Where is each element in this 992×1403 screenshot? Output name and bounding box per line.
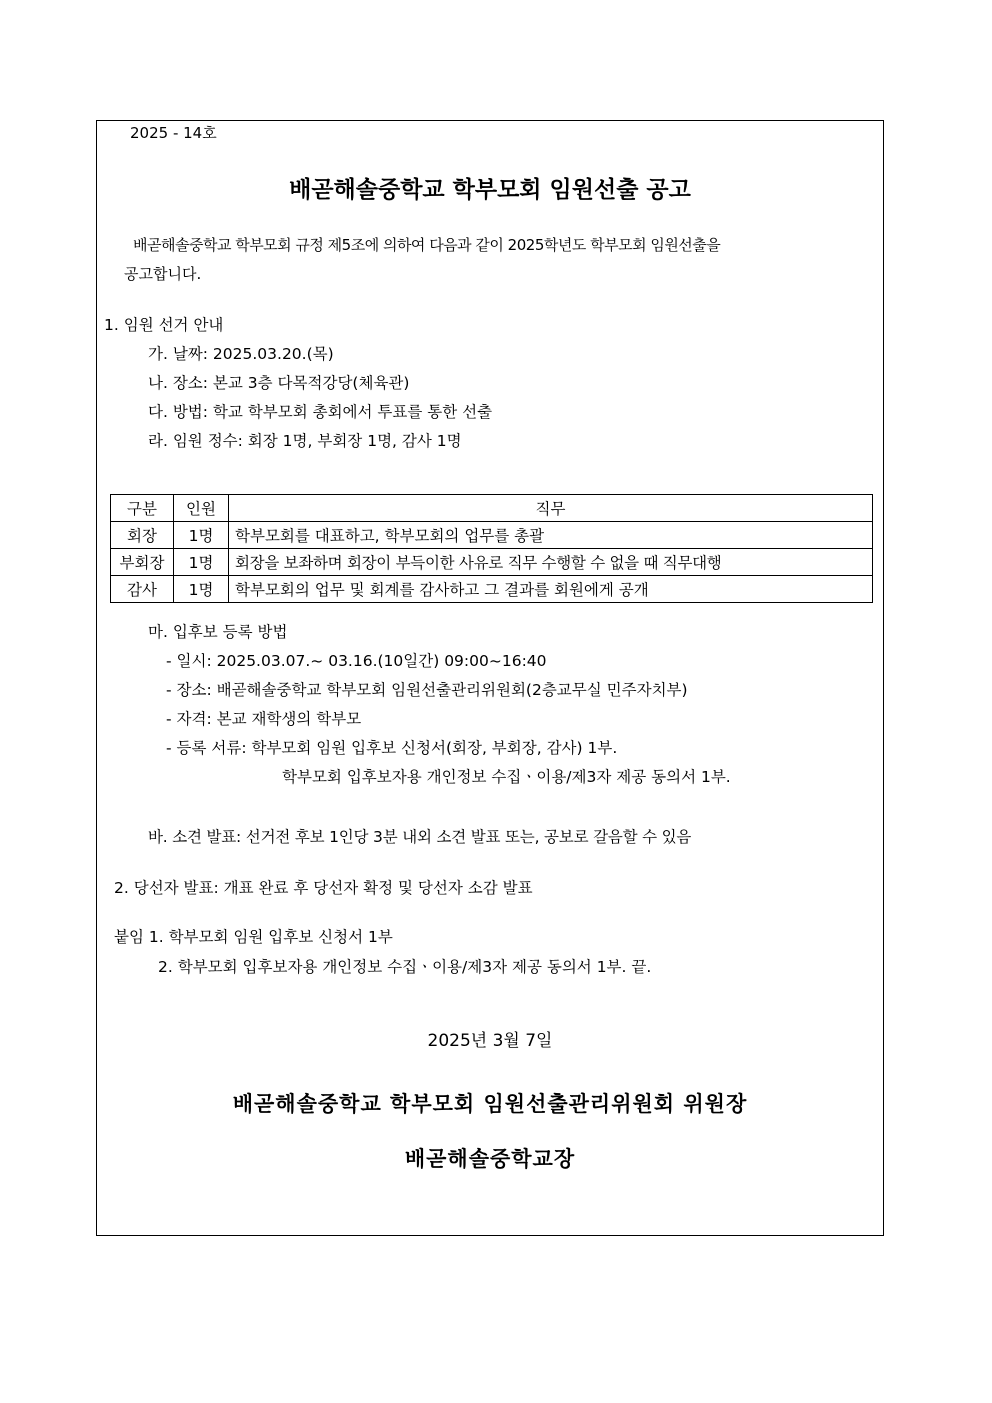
committee-signature: 배곧해솔중학교 학부모회 임원선출관리위원회 위원장 bbox=[232, 1092, 748, 1116]
attachment-line-2: 2. 학부모회 입후보자용 개인정보 수집ㆍ이용/제3자 제공 동의서 1부. 끝. bbox=[158, 958, 652, 976]
table-cell-role: 감사 bbox=[111, 576, 174, 603]
registration-documents-continued: 학부모회 입후보자용 개인정보 수집ㆍ이용/제3자 제공 동의서 1부. bbox=[282, 768, 731, 786]
registration-documents: - 등록 서류: 학부모회 임원 입후보 신청서(회장, 부회장, 감사) 1부. bbox=[166, 739, 618, 757]
section-1-item-seats: 라. 임원 정수: 회장 1명, 부회장 1명, 감사 1명 bbox=[148, 432, 462, 450]
registration-heading: 마. 입후보 등록 방법 bbox=[148, 623, 288, 641]
principal-signature: 배곧해솔중학교장 bbox=[404, 1147, 576, 1171]
page-title: 배곧해솔중학교 학부모회 임원선출 공고 bbox=[289, 177, 691, 203]
duties-table bbox=[110, 494, 873, 603]
table-cell-count: 1명 bbox=[174, 522, 229, 549]
table-header-row bbox=[111, 495, 873, 522]
speech-item: 바. 소견 발표: 선거전 후보 1인당 3분 내외 소견 발표 또는, 공보로 갈음할 수 있음 bbox=[148, 828, 692, 846]
table-cell-duty: 회장을 보좌하며 회장이 부득이한 사유로 직무 수행할 수 없을 때 직무대행 bbox=[229, 549, 873, 576]
section-2-heading: 2. 당선자 발표: 개표 완료 후 당선자 확정 및 당선자 소감 발표 bbox=[114, 879, 533, 897]
attachment-line-1: 붙임 1. 학부모회 임원 입후보 신청서 1부 bbox=[114, 928, 393, 946]
section-1-item-method: 다. 방법: 학교 학부모회 총회에서 투표를 통한 선출 bbox=[148, 403, 493, 421]
table-row bbox=[111, 576, 873, 603]
table-cell-role: 부회장 bbox=[111, 549, 174, 576]
table-cell-count: 1명 bbox=[174, 549, 229, 576]
intro-line-2: 공고합니다. bbox=[124, 265, 202, 283]
notice-date: 2025년 3월 7일 bbox=[427, 1031, 553, 1051]
section-1-item-date: 가. 날짜: 2025.03.20.(목) bbox=[148, 345, 334, 363]
table-cell-count: 1명 bbox=[174, 576, 229, 603]
table-row bbox=[111, 549, 873, 576]
intro-line-1: 배곧해솔중학교 학부모회 규정 제5조에 의하여 다음과 같이 2025학년도 학부모회 임원선출을 bbox=[133, 236, 721, 254]
section-1-item-place: 나. 장소: 본교 3층 다목적강당(체육관) bbox=[148, 374, 410, 392]
notice-number: 2025 - 14호 bbox=[130, 124, 217, 142]
table-cell-duty: 학부모회를 대표하고, 학부모회의 업무를 총괄 bbox=[229, 522, 873, 549]
registration-period: - 일시: 2025.03.07.~ 03.16.(10일간) 09:00~16:40 bbox=[166, 652, 547, 670]
table-header-duty: 직무 bbox=[229, 495, 873, 522]
intro-paragraph bbox=[124, 231, 876, 289]
registration-place: - 장소: 배곧해솔중학교 학부모회 임원선출관리위원회(2층교무실 민주자치부) bbox=[166, 681, 688, 699]
table-header-category: 구분 bbox=[111, 495, 174, 522]
table-header-count: 인원 bbox=[174, 495, 229, 522]
registration-eligibility: - 자격: 본교 재학생의 학부모 bbox=[166, 710, 362, 728]
table-row bbox=[111, 522, 873, 549]
section-1-heading: 1. 임원 선거 안내 bbox=[104, 316, 224, 334]
table-cell-duty: 학부모회의 업무 및 회계를 감사하고 그 결과를 회원에게 공개 bbox=[229, 576, 873, 603]
table-cell-role: 회장 bbox=[111, 522, 174, 549]
